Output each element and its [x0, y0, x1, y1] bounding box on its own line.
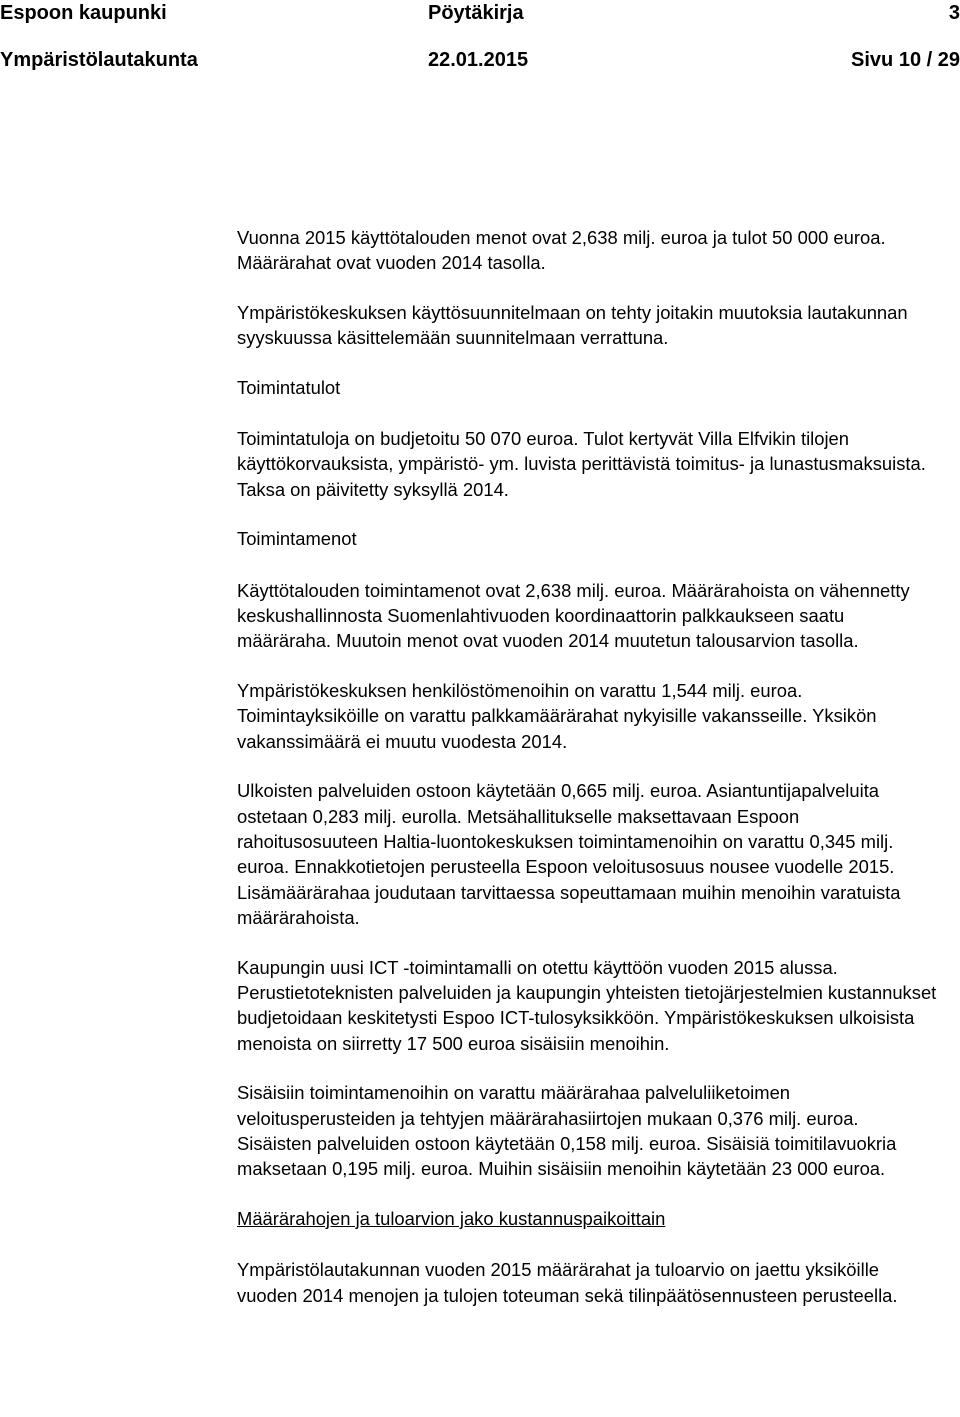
paragraph-operating-income: Toimintatuloja on budjetoitu 50 070 euroa. Tulot kertyvät Villa Elfvikin tilojen käyttökorvauksista, ympäristö- ym. luvista perittävistä toimitus- ja lunastusmaksuista. Taksa on päivitetty syksyllä 2014. [237, 428, 926, 500]
header-row-1 [0, 0, 960, 28]
heading-cost-center-allocation: Määrärahojen ja tuloarvion jako kustannuspaikoittain [237, 1207, 666, 1229]
paragraph-internal-expenses: Sisäisiin toimintamenoihin on varattu määrärahaa palveluliiketoimen veloitusperusteiden ja tehtyjen määrärahasiirtojen mukaan 0,376 milj. euroa. Sisäisten palveluiden ostoon käytetään 0,158 milj. euroa. Sisäisiä toimitilavuokria maksetaan 0,195 milj. euroa. Muihin sisäisiin menoihin käytetään 23 000 euroa. [237, 1082, 897, 1180]
paragraph-external-services: Ulkoisten palveluiden ostoon käytetään 0,665 milj. euroa. Asiantuntijapalveluita ostetaan 0,283 milj. eurolla. Metsähallitukselle maksettavaan Espoon rahoitusosuuteen Haltia-luontokeskuksen toimintamenoihin on varattu 0,345 milj. euroa. Ennakkotietojen perusteella Espoon veloitusosuus nousee vuodelle 2015. Lisämäärärahaa joudutaan tarvittaessa sopeuttamaan muihin menoihin varatuista määrärahoista. [237, 780, 901, 929]
paragraph-personnel-costs: Ympäristökeskuksen henkilöstömenoihin on varattu 1,544 milj. euroa. Toimintayksiköille on varattu palkkamäärärahat nykyisille vakansseille. Yksikön vakanssimäärä ei muutu vuodesta 2014. [237, 679, 877, 752]
heading-operating-expenses: Toimintamenot [237, 528, 357, 550]
document-body [237, 225, 937, 1308]
meeting-date: 22.01.2015 [428, 49, 529, 71]
paragraph-ict-model: Kaupungin uusi ICT -toimintamalli on otettu käyttöön vuoden 2015 alussa. Perustietoteknisten palveluiden ja kaupungin yhteisten tietojärjestelmien kustannukset budjetoidaan keskitetysti Espoo ICT-tulosyksikköön. Ympäristökeskuksen ulkoisista menoista on siirretty 17 500 euroa sisäisiin menoihin. [237, 956, 937, 1054]
paragraph-operating-expenses: Käyttötalouden toimintamenot ovat 2,638 milj. euroa. Määrärahoista on vähennetty keskushallinnosta Suomenlahtivuoden koordinaattorin palkkaukseen saatu määräraha. Muutoin menot ovat vuoden 2014 muutetun talousarvion tasolla. [237, 579, 910, 652]
committee-name: Ympäristölautakunta [0, 49, 198, 71]
organization-name: Espoon kaupunki [0, 2, 167, 24]
item-number: 3 [948, 2, 960, 24]
page-number: Sivu 10 / 29 [851, 49, 960, 71]
document-type: Pöytäkirja [428, 2, 524, 24]
document-header [0, 0, 960, 80]
header-row-2 [0, 47, 960, 75]
paragraph-budget-summary: Vuonna 2015 käyttötalouden menot ovat 2,638 milj. euroa ja tulot 50 000 euroa. Määrärahat ovat vuoden 2014 tasolla. [237, 227, 886, 274]
paragraph-allocation: Ympäristölautakunnan vuoden 2015 määrärahat ja tuloarvio on jaettu yksiköille vuoden 2014 menojen ja tulojen toteuman sekä tilinpäätösennusteen perusteella. [237, 1259, 898, 1306]
heading-operating-income: Toimintatulot [237, 376, 341, 398]
paragraph-plan-changes: Ympäristökeskuksen käyttösuunnitelmaan on tehty joitakin muutoksia lautakunnan syyskuussa käsittelemään suunnitelmaan verrattuna. [237, 301, 908, 349]
